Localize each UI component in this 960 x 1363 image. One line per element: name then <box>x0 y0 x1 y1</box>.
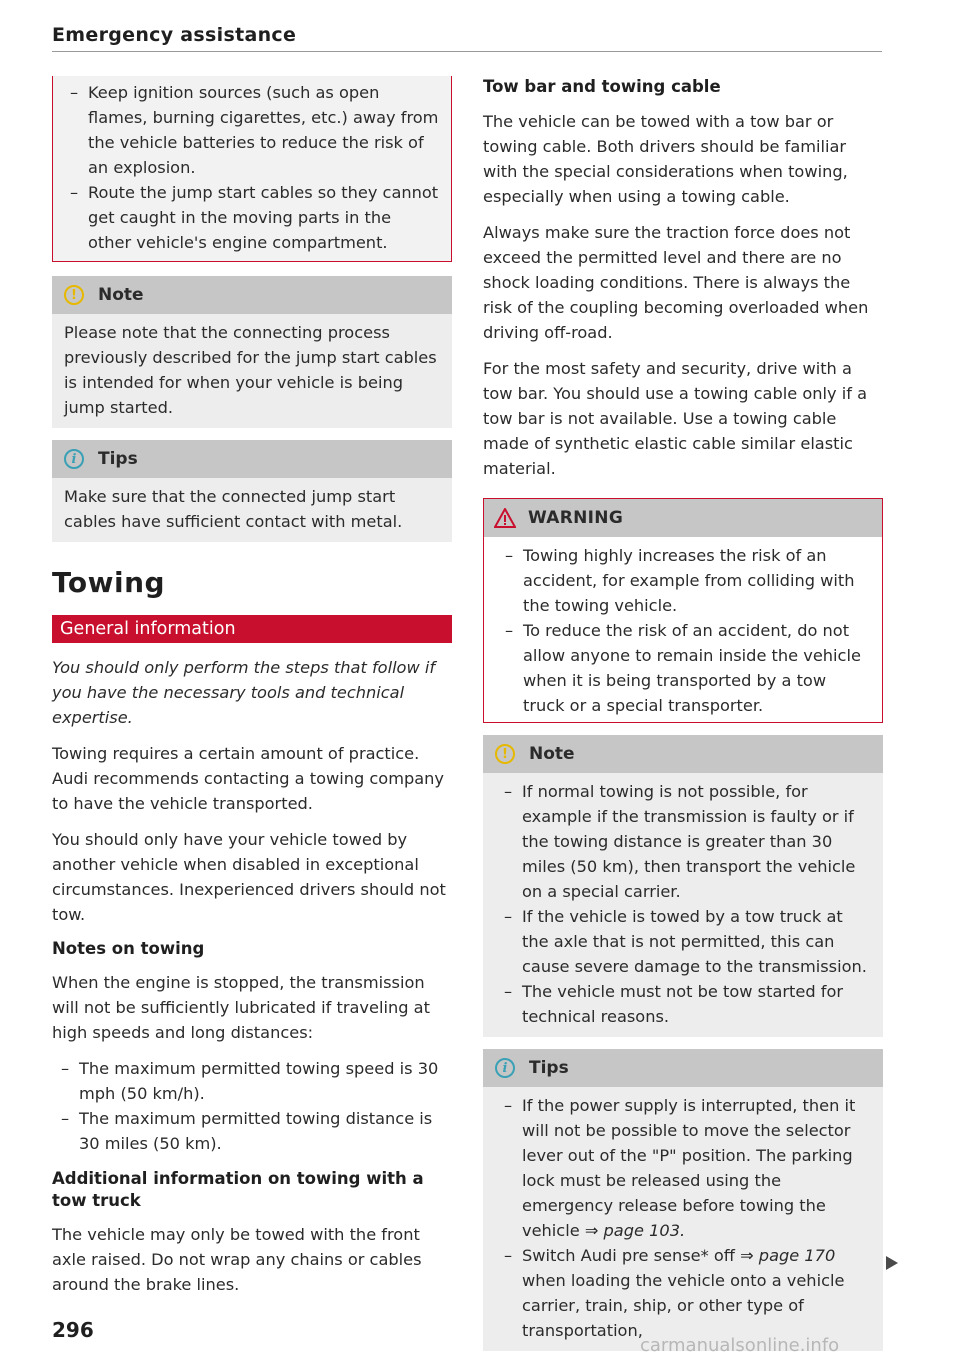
info-icon: i <box>64 449 84 469</box>
paragraph: The vehicle may only be towed with the front axle raised. Do not wrap any chains or cables around the brake lines. <box>52 1225 422 1294</box>
list-item: – Towing highly increases the risk of an accident, for example from colliding with the towing vehicle. <box>505 546 855 615</box>
heading-tow-bar: Tow bar and towing cable <box>483 77 721 96</box>
tips-header <box>483 1049 883 1087</box>
paragraph: For the most safety and security, drive with a tow bar. You should use a towing cable only if a tow bar is not available. Use a towing cable made of synthetic elastic cable similar elastic material. <box>483 359 867 478</box>
intro-text: You should only perform the steps that follow if you have the necessary tools and technical expertise. <box>52 658 436 727</box>
note-title: Note <box>529 744 575 764</box>
paragraph: Always make sure the traction force does not exceed the permitted level and there are no shock loading conditions. There is always the risk of the coupling becoming overloaded when driving off-road. <box>483 223 869 342</box>
info-icon: i <box>495 1058 515 1078</box>
continue-arrow-icon <box>886 1256 898 1270</box>
warning-box <box>483 498 883 723</box>
paragraph: When the engine is stopped, the transmission will not be sufficiently lubricated if traveling at high speeds and long distances: <box>52 973 430 1042</box>
chapter-heading: Towing <box>52 566 166 599</box>
tips-text: Make sure that the connected jump start cables have sufficient contact with metal. <box>64 487 403 531</box>
paragraph: The vehicle can be towed with a tow bar or towing cable. Both drivers should be familiar with the special considerations when towing, especially when using a towing cable. <box>483 112 848 206</box>
subsection-bar: General information <box>52 615 452 643</box>
left-column <box>52 76 452 1308</box>
list-item: – To reduce the risk of an accident, do not allow anyone to remain inside the vehicle when it is being transported by a tow truck or a special transporter. <box>505 621 861 715</box>
header-rule <box>52 51 882 52</box>
tips-title: Tips <box>529 1058 569 1078</box>
note-box <box>483 735 883 1037</box>
note-header <box>483 735 883 773</box>
list-item: – Route the jump start cables so they cannot get caught in the moving parts in the other vehicle's engine compartment. <box>70 183 439 252</box>
tips-title: Tips <box>98 449 138 469</box>
section-title: Emergency assistance <box>52 24 297 46</box>
heading-notes-on-towing: Notes on towing <box>52 939 205 958</box>
right-column <box>483 76 883 1351</box>
exclamation-icon: ! <box>495 744 515 764</box>
page-reference-link[interactable]: ⇒ page 103. <box>584 1221 686 1240</box>
list-item: – If normal towing is not possible, for example if the transmission is faulty or if the towing distance is greater than 30 miles (50 km), then transport the vehicle on a special carrier. <box>504 782 856 901</box>
note-header <box>52 276 452 314</box>
exclamation-icon: ! <box>64 285 84 305</box>
page-reference-link[interactable]: ⇒ page 170 <box>740 1246 836 1265</box>
tips-header <box>52 440 452 478</box>
note-box <box>52 276 452 428</box>
watermark: carmanualsonline.info <box>640 1335 840 1356</box>
list-item: – If the vehicle is towed by a tow truck at the axle that is not permitted, this can cause severe damage to the transmission. <box>504 907 867 976</box>
warning-continuation-box <box>52 76 452 262</box>
tips-box <box>483 1049 883 1351</box>
warning-title: WARNING <box>528 508 624 528</box>
list-item: – If the power supply is interrupted, then it will not be possible to move the selector lever out of the "P" position. The parking lock must be released using the emergency release before towing the vehicle ⇒ page 103. <box>504 1096 856 1240</box>
list-item: – The maximum permitted towing speed is 30 mph (50 km/h). <box>61 1059 439 1103</box>
warning-triangle-icon <box>494 508 516 528</box>
list-item: – Keep ignition sources (such as open flames, burning cigarettes, etc.) away from the vehicle batteries to reduce the risk of an explosion. <box>70 83 439 177</box>
list-item: – Switch Audi pre sense* off ⇒ page 170 when loading the vehicle onto a vehicle carrier, train, ship, or other type of transportation, <box>504 1246 845 1340</box>
note-text: Please note that the connecting process previously described for the jump start cables is intended for when your vehicle is being jump started. <box>64 323 437 417</box>
paragraph: Towing requires a certain amount of practice. Audi recommends contacting a towing company to have the vehicle transported. <box>52 744 445 813</box>
warning-header <box>484 499 882 537</box>
list-item: – The vehicle must not be tow started for technical reasons. <box>504 982 844 1026</box>
list-item: – The maximum permitted towing distance is 30 miles (50 km). <box>61 1109 433 1153</box>
heading-additional-info: Additional information on towing with a tow truck <box>52 1169 424 1210</box>
tips-box <box>52 440 452 542</box>
note-title: Note <box>98 285 144 305</box>
page-number: 296 <box>52 1318 94 1342</box>
paragraph: You should only have your vehicle towed by another vehicle when disabled in exceptional circumstances. Inexperienced drivers should not tow. <box>52 830 446 924</box>
